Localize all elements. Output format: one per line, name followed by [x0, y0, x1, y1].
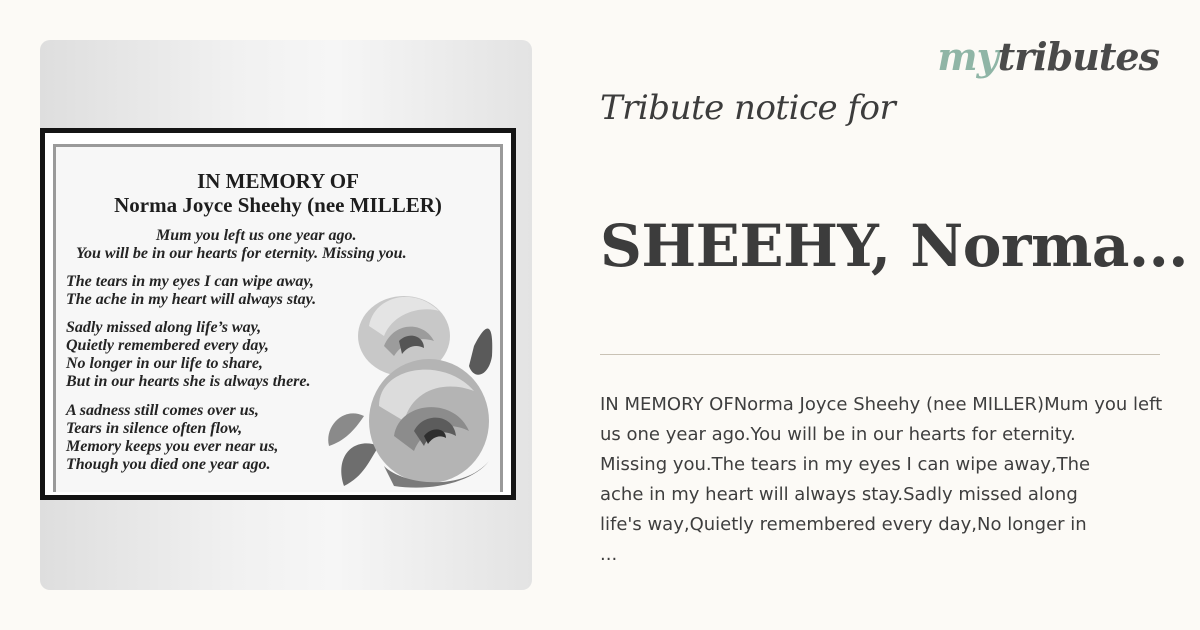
notice-frame: [53, 144, 503, 492]
mytributes-logo[interactable]: [937, 34, 1159, 79]
logo-part-tributes: tributes: [997, 34, 1159, 79]
notice-verse-line: The tears in my eyes I can wipe away,: [66, 273, 314, 290]
notice-verse-line: The ache in my heart will always stay.: [66, 291, 317, 308]
notice-deceased-name: Norma Joyce Sheehy (nee MILLER): [114, 193, 442, 217]
notice-verse-line: Quietly remembered every day,: [66, 337, 269, 354]
excerpt-line: IN MEMORY OFNorma Joyce Sheehy (nee MILLER)Mum you left: [600, 394, 1163, 415]
excerpt-line: us one year ago.You will be in our hearts for eternity.: [600, 424, 1076, 445]
notice-verse-line: Memory keeps you ever near us,: [66, 438, 279, 455]
rose-icon: [324, 286, 494, 492]
notice-verse-line: Though you died one year ago.: [66, 456, 271, 473]
excerpt-ellipsis: ...: [600, 544, 618, 565]
notice-image: [40, 40, 532, 590]
notice-card: [40, 128, 516, 500]
notice-verse-line: Tears in silence often flow,: [66, 420, 243, 437]
notice-excerpt: [600, 390, 1200, 570]
notice-intro-line: Mum you left us one year ago.: [156, 227, 357, 244]
excerpt-line: Missing you.The tears in my eyes I can wipe away,The: [600, 454, 1091, 475]
tribute-subtitle: Tribute notice for: [600, 88, 896, 128]
notice-verse-line: But in our hearts she is always there.: [66, 373, 311, 390]
notice-verse-line: No longer in our life to share,: [66, 355, 263, 372]
notice-intro-line: You will be in our hearts for eternity. Missing you.: [76, 245, 407, 262]
divider: [600, 354, 1160, 355]
notice-verse-line: A sadness still comes over us,: [66, 402, 259, 419]
deceased-name-title: SHEEHY, Norma...: [600, 212, 1189, 280]
logo-part-my: my: [937, 34, 998, 79]
notice-verse-line: Sadly missed along life’s way,: [66, 319, 262, 336]
excerpt-line: life's way,Quietly remembered every day,No longer in: [600, 514, 1087, 535]
excerpt-line: ache in my heart will always stay.Sadly missed along: [600, 484, 1078, 505]
notice-heading: IN MEMORY OF: [197, 169, 359, 193]
